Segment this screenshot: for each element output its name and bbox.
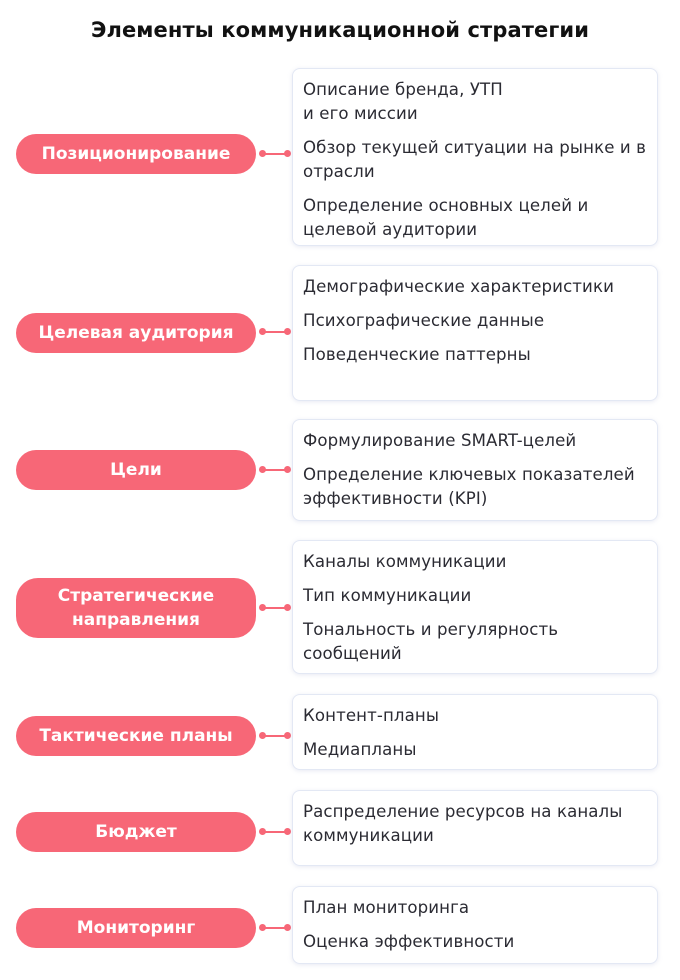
connector xyxy=(257,466,291,474)
row-monitoring xyxy=(0,886,680,964)
category-pill: Позиционирование xyxy=(16,134,256,174)
list-item: Тональность и регулярность сообщений xyxy=(303,620,559,663)
list-item: Тип коммуникации xyxy=(303,586,472,605)
items-card xyxy=(292,886,658,964)
connector xyxy=(257,150,291,158)
list-item: Оценка эффективности xyxy=(303,932,515,951)
category-pill: Стратегические направления xyxy=(16,578,256,638)
items-card xyxy=(292,419,658,521)
category-pill: Целевая аудитория xyxy=(16,313,256,353)
list-item: Описание бренда, УТП и его миссии xyxy=(303,80,503,123)
list-item: Психографические данные xyxy=(303,311,545,330)
row-target-audience xyxy=(0,265,680,401)
row-budget xyxy=(0,790,680,868)
items-card xyxy=(292,265,658,401)
list-item: Медиапланы xyxy=(303,740,417,759)
connector xyxy=(257,328,291,336)
connector xyxy=(257,924,291,932)
connector xyxy=(257,604,291,612)
connector xyxy=(257,828,291,836)
diagram-title: Элементы коммуникационной стратегии xyxy=(90,18,590,42)
list-item: План мониторинга xyxy=(303,898,470,917)
list-item: Формулирование SMART-целей xyxy=(303,431,577,450)
category-pill: Цели xyxy=(16,450,256,490)
row-goals xyxy=(0,419,680,521)
list-item: Определение основных целей и целевой аудитории xyxy=(303,196,589,239)
list-item: Распределение ресурсов на каналы коммуникации xyxy=(303,802,623,845)
items-card xyxy=(292,540,658,674)
items-card xyxy=(292,68,658,246)
items-card xyxy=(292,694,658,770)
category-pill: Мониторинг xyxy=(16,908,256,948)
row-tactical-plans xyxy=(0,694,680,772)
list-item: Каналы коммуникации xyxy=(303,552,507,571)
items-card xyxy=(292,790,658,866)
list-item: Демографические характеристики xyxy=(303,277,614,296)
connector xyxy=(257,732,291,740)
list-item: Поведенческие паттерны xyxy=(303,345,531,364)
row-positioning xyxy=(0,68,680,248)
list-item: Обзор текущей ситуации на рынке и в отрасли xyxy=(303,138,647,181)
category-pill: Бюджет xyxy=(16,812,256,852)
list-item: Определение ключевых показателей эффективности (KPI) xyxy=(303,465,635,508)
category-pill: Тактические планы xyxy=(16,716,256,756)
row-strategic-directions xyxy=(0,540,680,676)
list-item: Контент-планы xyxy=(303,706,440,725)
